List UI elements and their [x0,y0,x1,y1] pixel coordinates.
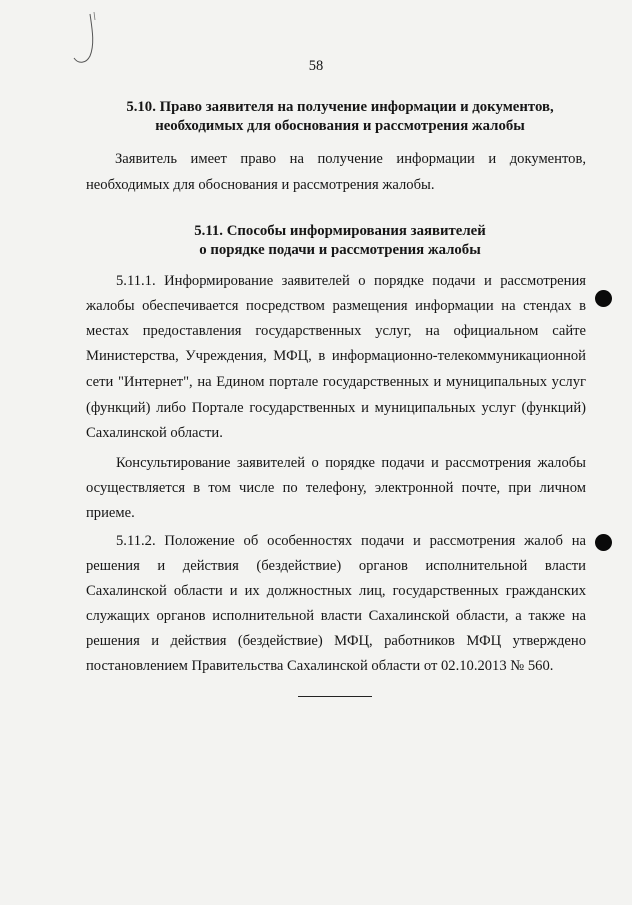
text-line: необходимых для обоснования и рассмотрения жалобы. [86,177,435,193]
page-number: 58 [308,58,324,74]
heading-line: необходимых для обоснования и рассмотрения жалобы [155,118,525,134]
heading-line: 5.10. Право заявителя на получение информации и документов, [126,99,554,115]
text-line: 5.11.2. Положение об особенностях подачи и рассмотрения жалоб на [116,533,586,549]
text-line: Министерства, Учреждения, МФЦ, в информационно-телекоммуникационной [86,348,586,364]
text-line: Сахалинской области и их должностных лиц, государственных гражданских [86,583,586,599]
text-line: приеме. [86,505,135,521]
text-line: (функций) либо Портале государственных и муниципальных услуг (функций) [86,400,586,416]
text-line: Заявитель имеет право на получение информации и документов, [115,151,586,167]
text-line: Сахалинской области. [86,425,223,441]
text-line: местах предоставления государственных услуг, на официальном сайте [86,323,586,339]
text-line: служащих органов исполнительной власти Сахалинской области, а также на [86,608,586,624]
text-line: жалобы обеспечивается посредством размещения информации на стендах в [86,298,586,314]
binder-hole-mark [595,534,612,551]
heading-line: 5.11. Способы информирования заявителей [194,223,486,239]
section-5-10-heading [60,98,620,136]
text-line: 5.11.1. Информирование заявителей о порядке подачи и рассмотрения [116,273,586,289]
text-line: Консультирование заявителей о порядке подачи и рассмотрения жалобы [116,455,586,471]
text-line: сети "Интернет", на Едином портале государственных и муниципальных услуг [86,374,586,390]
end-divider [298,696,372,697]
section-5-11-heading [60,222,620,260]
binder-hole-mark [595,290,612,307]
text-line: осуществляется в том числе по телефону, электронной почте, при личном [86,480,586,496]
text-line: решения и действия (бездействие) органов исполнительной власти [86,558,586,574]
text-line: постановлением Правительства Сахалинской области от 02.10.2013 № 560. [86,658,554,674]
text-line: решения и действия (бездействие) МФЦ, работников МФЦ утверждено [86,633,586,649]
heading-line: о порядке подачи и рассмотрения жалобы [199,242,481,258]
